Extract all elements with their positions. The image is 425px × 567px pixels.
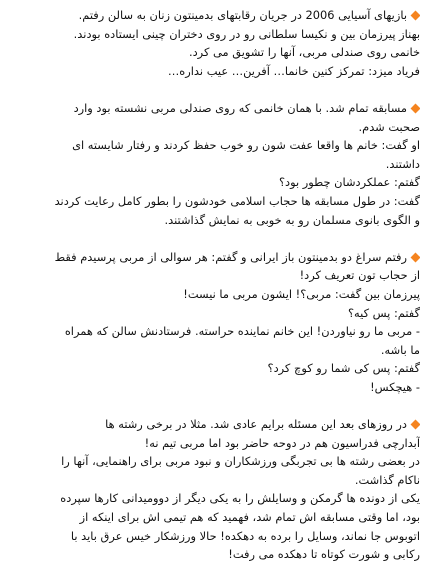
text-line: رکابی و شورت کوتاه تا دهکده می رفت! [228, 547, 420, 562]
text-line: یکی از دونده ها گرمکن و وسایلش را به یکی دیگر از دوومیدانی کارها سپرده [60, 491, 420, 506]
orange-diamond-icon [411, 420, 420, 430]
line-text: در روزهای بعد این مسئله برایم عادی شد. مثلا در برخی رشته ها [105, 417, 407, 432]
line-text: مسابقه تمام شد. با همان خانمی که روی صندلی مربی نشسته بود وارد [73, 100, 407, 115]
text-line: صحبت شدم. [358, 119, 420, 134]
text-line: داشتند. [385, 156, 420, 171]
text-line: بهناز پیرزمان بین و نکیسا سلطانی رو در روی دختران چینی ایستاده بودند. [73, 26, 420, 41]
text-line: و الگوی بانوی مسلمان رو به خوبی به نمایش گذاشتند. [164, 212, 420, 227]
paragraph-4 [5, 415, 420, 564]
text-line [5, 415, 420, 434]
text-line: - مربی ما رو نیاوردن! این خانم نماینده حراسته. فرستادنش سالن که همراه [64, 324, 420, 339]
orange-diamond-icon [411, 252, 420, 262]
text-line: گفت: در طول مسابقه ها حجاب اسلامی خودشون را بطور کامل رعایت کردند [54, 193, 420, 208]
text-line: خانمی روی صندلی مربی، آنها را تشویق می کرد. [188, 45, 420, 60]
text-line: در بعضی رشته ها بی تجربگی ورزشکاران و نبود مربی برای راهنمایی، آنها را [61, 454, 420, 469]
text-line: از حجاب تون تعریف کرد! [299, 268, 420, 283]
text-line: بود، اما وقتی مسابقه اش تمام شد، فهمید که هم تیمی اش برای اینکه از [79, 510, 420, 525]
text-line [5, 248, 420, 267]
text-line: گفتم: پس کی شما رو کوچ کرد؟ [267, 361, 420, 376]
text-line: گفتم: عملکردشان چطور بود؟ [278, 175, 420, 190]
line-text: بازیهای آسیایی 2006 در جریان رقابتهای بدمینتون زنان به سالن رفتم. [78, 8, 407, 22]
text-line [5, 6, 420, 25]
paragraph-1 [5, 6, 420, 80]
post-text [5, 6, 420, 564]
paragraph-3 [5, 248, 420, 397]
text-line: فریاد میزد: تمرکز کنین خانما… آفرین… عیب نداره… [167, 63, 420, 78]
text-line: او گفت: خانم ها واقعا عفت شون رو خوب حفظ کردند و رفتار شایسته ای [72, 138, 420, 153]
text-line: - هیچکس! [370, 379, 420, 394]
orange-diamond-icon [411, 104, 420, 114]
text-line: ما باشه. [380, 342, 420, 357]
orange-diamond-icon [411, 11, 420, 21]
text-line: پیرزمان بین گفت: مربی؟! ایشون مربی ما نیست! [183, 286, 420, 301]
text-line: آبدارچی فدراسیون هم در دوحه حاضر بود اما مربی تیم نه! [144, 435, 420, 450]
paragraph-2 [5, 99, 420, 229]
text-line: اتوبوس جا نماند، وسایل را برده به دهکده! حالا ورزشکار خیس عرق باید با [70, 528, 420, 543]
text-line [5, 99, 420, 118]
text-line: ناکام گذاشت. [354, 472, 420, 487]
text-line: گفتم: پس کیه؟ [348, 305, 420, 320]
line-text: رفتم سراغ دو بدمینتون باز ایرانی و گفتم: هر سوالی از مربی پرسیدم فقط [54, 249, 407, 264]
